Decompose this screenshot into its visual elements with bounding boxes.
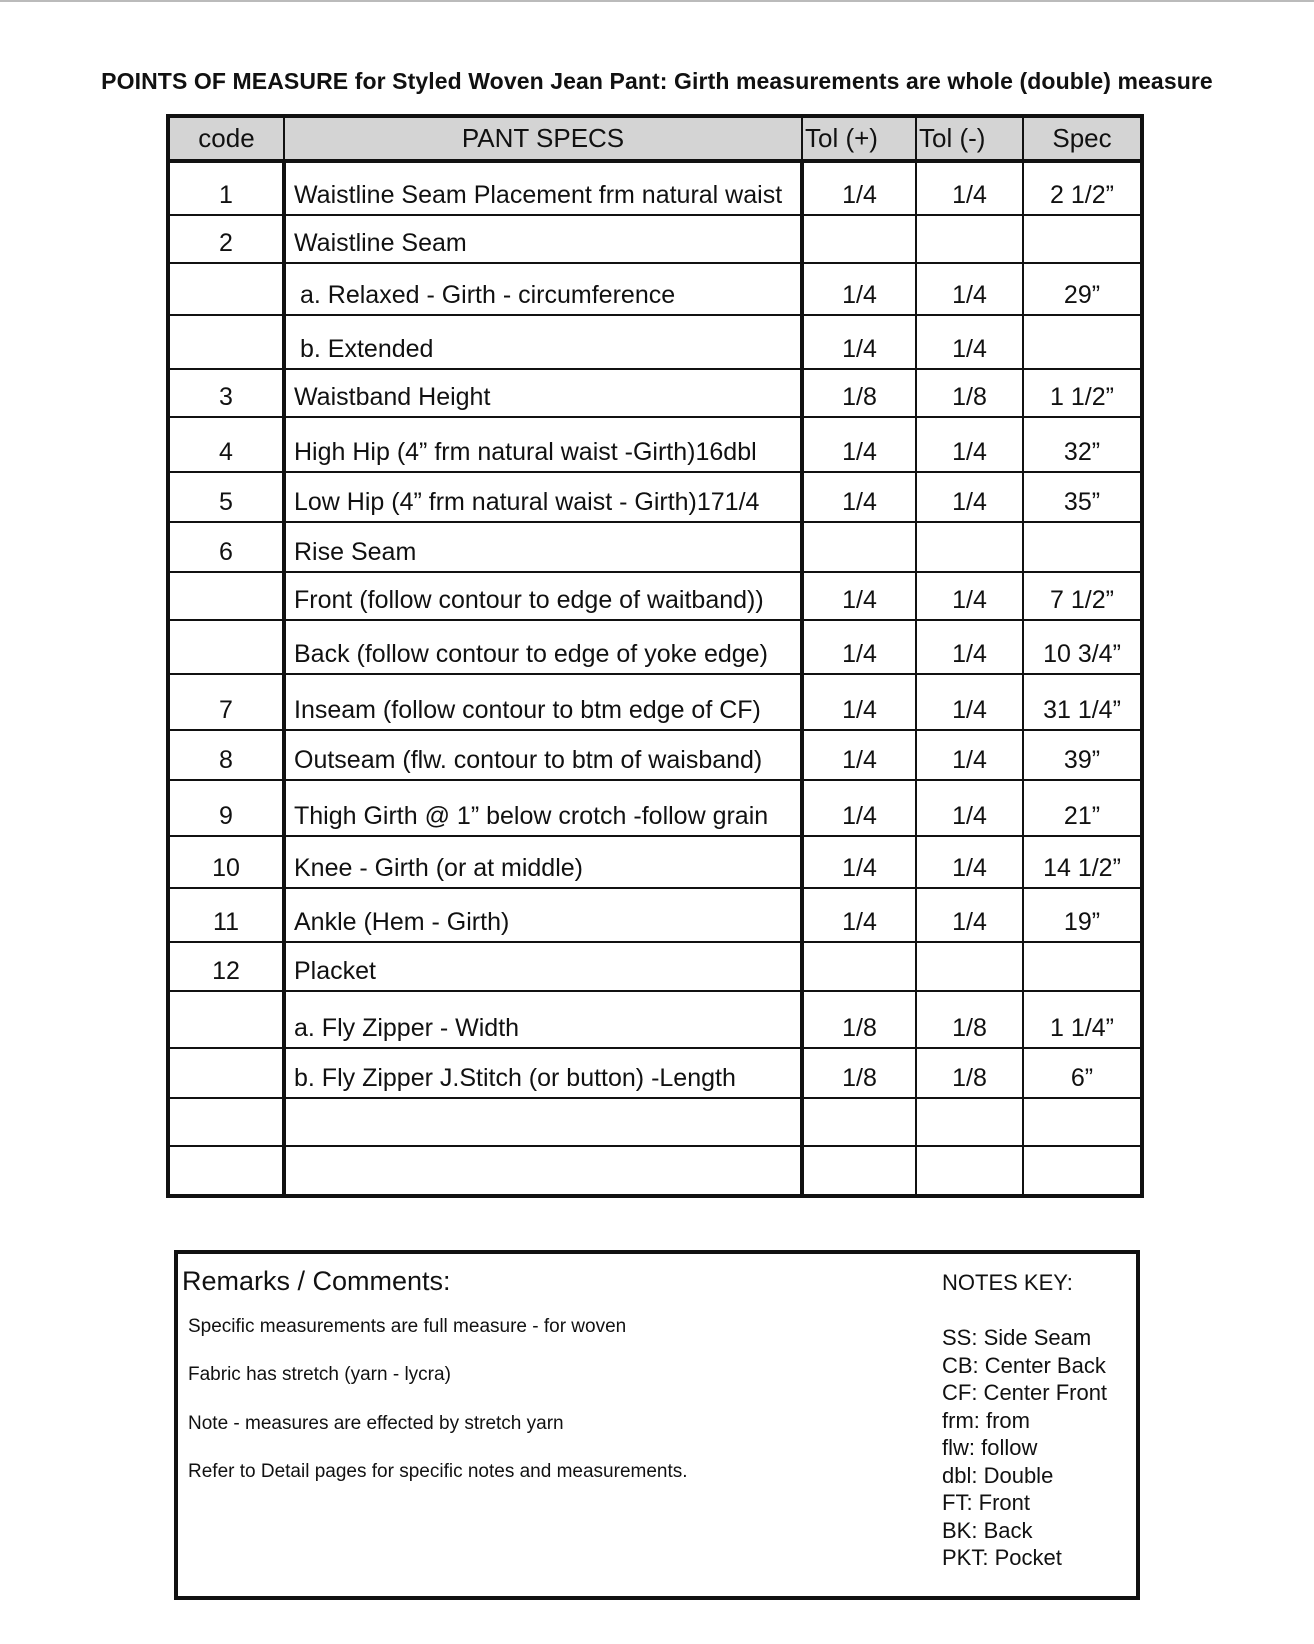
- cell-code: 6: [168, 522, 284, 572]
- cell-tol-minus: 1/4: [916, 620, 1023, 674]
- cell-spec: [1023, 942, 1142, 992]
- top-rule: [0, 0, 1314, 2]
- cell-spec: [1023, 215, 1142, 263]
- cell-pant-spec: Back (follow contour to edge of yoke edge): [284, 620, 802, 674]
- cell-code: 10: [168, 836, 284, 888]
- remark-line: Fabric has stretch (yarn - lycra): [188, 1364, 451, 1385]
- table-row: [168, 1098, 1142, 1146]
- cell-tol-minus: [916, 942, 1023, 992]
- table-row: [168, 472, 1142, 522]
- table-row: [168, 572, 1142, 620]
- cell-tol-minus: 1/4: [916, 263, 1023, 315]
- cell-spec: 10 3/4”: [1023, 620, 1142, 674]
- cell-spec: 31 1/4”: [1023, 674, 1142, 730]
- header-code: code: [168, 116, 284, 161]
- notes-key-item: CF: Center Front: [942, 1380, 1108, 1405]
- table-row: [168, 836, 1142, 888]
- cell-code: 1: [168, 161, 284, 215]
- cell-tol-plus: 1/4: [802, 161, 916, 215]
- cell-spec: 29”: [1023, 263, 1142, 315]
- cell-tol-minus: [916, 522, 1023, 572]
- cell-code: 7: [168, 674, 284, 730]
- cell-tol-plus: 1/4: [802, 472, 916, 522]
- cell-spec: 32”: [1023, 417, 1142, 472]
- page-title: POINTS OF MEASURE for Styled Woven Jean Pant: Girth measurements are whole (double) measure: [101, 68, 1213, 94]
- table-row: [168, 730, 1142, 780]
- cell-tol-plus: 1/4: [802, 836, 916, 888]
- cell-tol-minus: [916, 215, 1023, 263]
- notes-key-title: NOTES KEY:: [942, 1270, 1073, 1295]
- cell-tol-minus: 1/8: [916, 369, 1023, 418]
- cell-pant-spec: Rise Seam: [284, 522, 802, 572]
- cell-pant-spec: Inseam (follow contour to btm edge of CF): [284, 674, 802, 730]
- cell-tol-minus: 1/4: [916, 315, 1023, 369]
- header-pant-specs: PANT SPECS: [284, 116, 802, 161]
- cell-tol-plus: 1/8: [802, 1048, 916, 1098]
- cell-tol-minus: 1/8: [916, 1048, 1023, 1098]
- cell-tol-minus: 1/4: [916, 888, 1023, 942]
- cell-tol-plus: 1/4: [802, 888, 916, 942]
- cell-code: [168, 991, 284, 1048]
- cell-pant-spec: [284, 1098, 802, 1146]
- cell-spec: [1023, 522, 1142, 572]
- remarks-title: Remarks / Comments:: [182, 1266, 451, 1296]
- cell-tol-plus: 1/4: [802, 780, 916, 836]
- cell-spec: 7 1/2”: [1023, 572, 1142, 620]
- cell-pant-spec: Thigh Girth @ 1” below crotch -follow grain: [284, 780, 802, 836]
- cell-code: 2: [168, 215, 284, 263]
- notes-key-item: PKT: Pocket: [942, 1545, 1062, 1570]
- cell-spec: 21”: [1023, 780, 1142, 836]
- cell-spec: 1 1/4”: [1023, 991, 1142, 1048]
- remark-line: Refer to Detail pages for specific notes and measurements.: [188, 1461, 688, 1482]
- cell-pant-spec: Waistband Height: [284, 369, 802, 418]
- cell-pant-spec: Waistline Seam: [284, 215, 802, 263]
- remark-line: Specific measurements are full measure - for woven: [188, 1316, 627, 1337]
- cell-tol-plus: 1/4: [802, 674, 916, 730]
- cell-tol-minus: 1/4: [916, 572, 1023, 620]
- table-row: [168, 161, 1142, 215]
- cell-tol-minus: 1/4: [916, 161, 1023, 215]
- cell-pant-spec: b. Fly Zipper J.Stitch (or button) -Length: [284, 1048, 802, 1098]
- table-row: [168, 215, 1142, 263]
- table-row: [168, 369, 1142, 418]
- cell-code: [168, 620, 284, 674]
- cell-tol-plus: 1/4: [802, 572, 916, 620]
- cell-code: 5: [168, 472, 284, 522]
- cell-tol-plus: [802, 1098, 916, 1146]
- table-row: [168, 942, 1142, 992]
- remark-line: Note - measures are effected by stretch yarn: [188, 1413, 564, 1434]
- cell-code: 4: [168, 417, 284, 472]
- cell-pant-spec: Knee - Girth (or at middle): [284, 836, 802, 888]
- header-tol-minus: Tol (-): [916, 116, 1023, 161]
- table-row: [168, 991, 1142, 1048]
- cell-tol-minus: 1/4: [916, 417, 1023, 472]
- cell-code: 9: [168, 780, 284, 836]
- cell-tol-minus: 1/4: [916, 836, 1023, 888]
- cell-tol-plus: [802, 1146, 916, 1196]
- cell-pant-spec: a. Fly Zipper - Width: [284, 991, 802, 1048]
- table-row: [168, 1146, 1142, 1196]
- cell-spec: [1023, 315, 1142, 369]
- notes-key-item: dbl: Double: [942, 1462, 1054, 1488]
- cell-code: [168, 315, 284, 369]
- cell-spec: 6”: [1023, 1048, 1142, 1098]
- cell-tol-plus: 1/4: [802, 730, 916, 780]
- cell-code: 8: [168, 730, 284, 780]
- cell-spec: 35”: [1023, 472, 1142, 522]
- cell-pant-spec: b. Extended: [284, 315, 802, 369]
- table-header-row: [168, 116, 1142, 161]
- table-row: [168, 1048, 1142, 1098]
- cell-pant-spec: High Hip (4” frm natural waist -Girth)16dbl: [284, 417, 802, 472]
- cell-spec: 39”: [1023, 730, 1142, 780]
- cell-tol-plus: [802, 522, 916, 572]
- cell-pant-spec: Waistline Seam Placement frm natural waist: [284, 161, 802, 215]
- table-body: [168, 161, 1142, 1196]
- cell-tol-minus: [916, 1098, 1023, 1146]
- cell-code: 12: [168, 942, 284, 992]
- notes-key-item: SS: Side Seam: [942, 1325, 1092, 1350]
- cell-pant-spec: [284, 1146, 802, 1196]
- header-tol-plus: Tol (+): [802, 116, 916, 161]
- cell-tol-plus: 1/8: [802, 991, 916, 1048]
- notes-key-item: flw: follow: [942, 1435, 1038, 1460]
- notes-key-list: [942, 1324, 1107, 1572]
- cell-pant-spec: Placket: [284, 942, 802, 992]
- cell-code: 11: [168, 888, 284, 942]
- notes-key-item: CB: Center Back: [942, 1352, 1106, 1378]
- remarks-box: [174, 1250, 1140, 1600]
- cell-tol-plus: 1/8: [802, 369, 916, 418]
- cell-tol-minus: [916, 1146, 1023, 1196]
- cell-code: 3: [168, 369, 284, 418]
- table-row: [168, 315, 1142, 369]
- cell-tol-minus: 1/4: [916, 780, 1023, 836]
- cell-spec: [1023, 1146, 1142, 1196]
- cell-tol-plus: 1/4: [802, 417, 916, 472]
- cell-code: [168, 572, 284, 620]
- cell-tol-minus: 1/8: [916, 991, 1023, 1048]
- points-of-measure-table: [166, 114, 1144, 1198]
- cell-tol-minus: 1/4: [916, 472, 1023, 522]
- cell-pant-spec: a. Relaxed - Girth - circumference: [284, 263, 802, 315]
- table-row: [168, 417, 1142, 472]
- cell-tol-plus: [802, 942, 916, 992]
- cell-spec: 1 1/2”: [1023, 369, 1142, 418]
- cell-tol-plus: 1/4: [802, 263, 916, 315]
- cell-pant-spec: Outseam (flw. contour to btm of waisband): [284, 730, 802, 780]
- cell-code: [168, 1048, 284, 1098]
- table-row: [168, 263, 1142, 315]
- cell-code: [168, 1146, 284, 1196]
- notes-key-item: FT: Front: [942, 1490, 1031, 1515]
- cell-tol-plus: 1/4: [802, 620, 916, 674]
- cell-code: [168, 1098, 284, 1146]
- table-row: [168, 522, 1142, 572]
- cell-spec: [1023, 1098, 1142, 1146]
- notes-key-item: BK: Back: [942, 1517, 1033, 1543]
- cell-spec: 19”: [1023, 888, 1142, 942]
- cell-pant-spec: Low Hip (4” frm natural waist - Girth)171/4: [284, 472, 802, 522]
- cell-tol-plus: [802, 215, 916, 263]
- table-row: [168, 780, 1142, 836]
- table-row: [168, 620, 1142, 674]
- notes-key-item: frm: from: [942, 1407, 1030, 1433]
- cell-pant-spec: Ankle (Hem - Girth): [284, 888, 802, 942]
- cell-spec: 14 1/2”: [1023, 836, 1142, 888]
- cell-pant-spec: Front (follow contour to edge of waitband)): [284, 572, 802, 620]
- cell-code: [168, 263, 284, 315]
- cell-tol-minus: 1/4: [916, 674, 1023, 730]
- header-spec: Spec: [1023, 116, 1142, 161]
- cell-tol-minus: 1/4: [916, 730, 1023, 780]
- cell-tol-plus: 1/4: [802, 315, 916, 369]
- cell-spec: 2 1/2”: [1023, 161, 1142, 215]
- table-row: [168, 888, 1142, 942]
- table-row: [168, 674, 1142, 730]
